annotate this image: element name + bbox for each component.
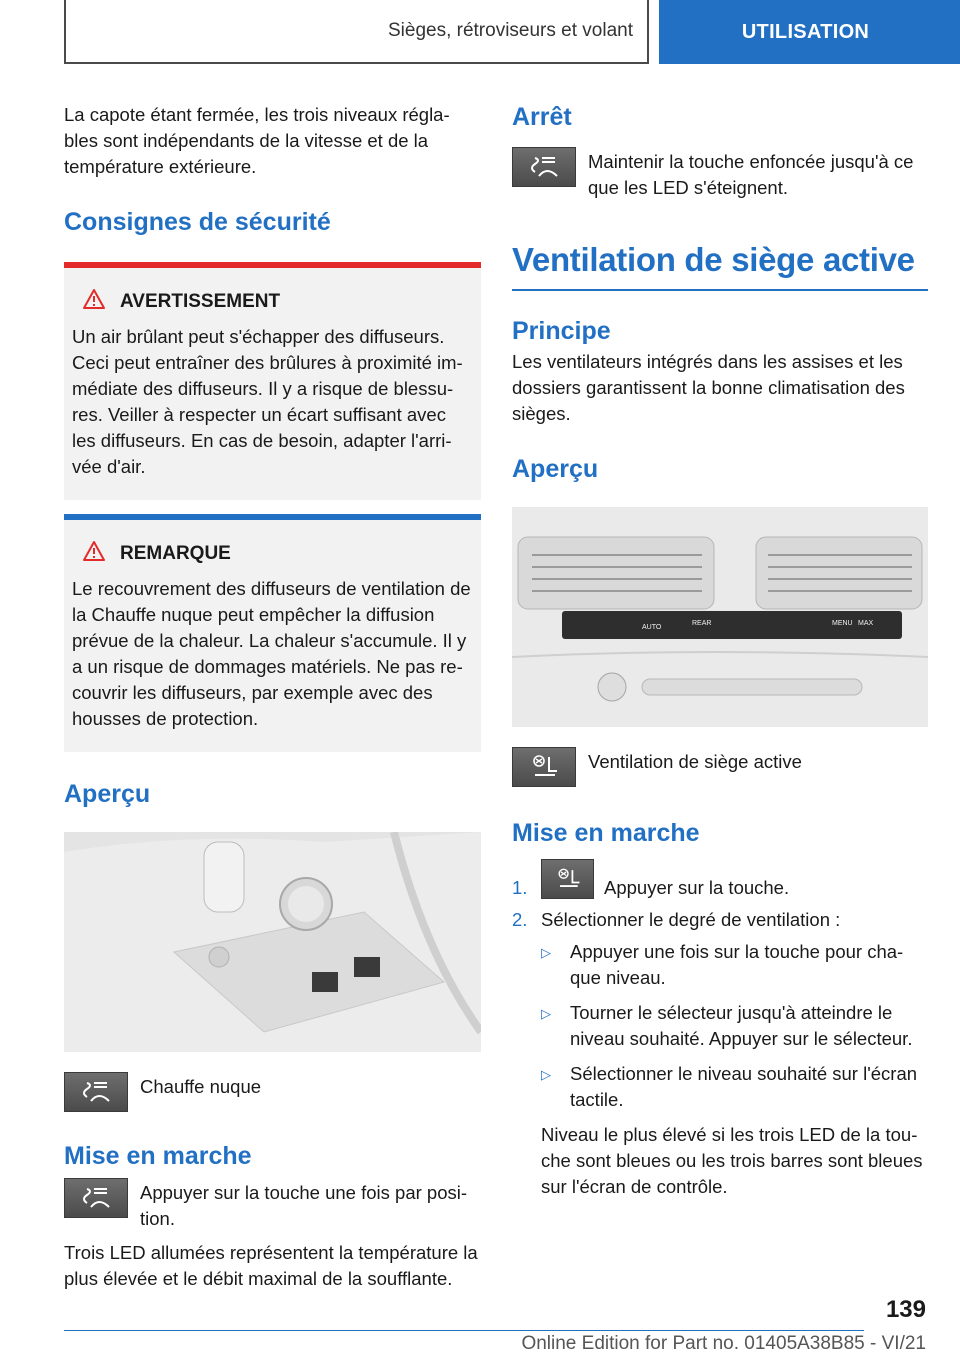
safety-heading: Consignes de sécurité: [64, 208, 331, 236]
neck-heater-button-icon: [64, 1072, 128, 1112]
notice-text: Le recouvrement des diffuseurs de ventilation de la Chauffe nuque peut empêcher la diffusion prévue de la chaleur. La chaleur s'accumule. Il y a un risque de dommages matériels. Ne pas re-couvrir les diffuseurs, par exemple avec des housses de protection.: [72, 578, 471, 729]
neck-heater-stop-button-icon: [512, 147, 576, 187]
notice-triangle-icon: [82, 540, 106, 568]
running-header-section: Sièges, rétroviseurs et volant: [64, 0, 649, 64]
neck-heater-caption: Chauffe nuque: [140, 1076, 262, 1097]
principle-paragraph: Les ventilateurs intégrés dans les assises et les dossiers garantissent la bonne climatisation des sièges.: [512, 351, 905, 424]
triangle-bullet-icon: ▷: [541, 1067, 551, 1082]
ventilation-panel-photo: [512, 507, 928, 727]
neck-heater-caption-row: [64, 1072, 481, 1112]
level-paragraph: Niveau le plus élevé si les trois LED de la tou-che sont bleues ou les trois barres sont bleues sur l'écran de contrôle.: [541, 1124, 923, 1197]
seat-ventilation-button-icon: [512, 747, 576, 787]
triangle-bullet-icon: ▷: [541, 945, 551, 960]
neck-heater-photo: [64, 832, 481, 1052]
stop-heading: Arrêt: [512, 103, 572, 131]
seat-ventilation-step-icon: [541, 859, 594, 899]
ventilation-options-list: [541, 939, 928, 1113]
notice-box: [64, 514, 481, 752]
step-text: Appuyer sur la touche.: [604, 877, 790, 898]
option-item: ▷ Appuyer une fois sur la touche pour cha-que niveau.: [541, 939, 928, 991]
panel-label-rear: REAR: [692, 620, 712, 627]
left-column: [64, 98, 481, 1292]
step-2: [512, 907, 928, 1200]
edition-footer: Online Edition for Part no. 01405A38B85 - VI/21: [521, 1333, 926, 1354]
option-item: ▷ Sélectionner le niveau souhaité sur l'écran tactile.: [541, 1061, 928, 1113]
right-column: [512, 98, 928, 1206]
principle-heading: Principe: [512, 317, 611, 345]
stop-instruction-row: [512, 147, 928, 201]
step-text: Sélectionner le degré de ventilation :: [541, 909, 841, 930]
start-steps-list: [512, 859, 928, 1200]
intro-paragraph: La capote étant fermée, les trois niveaux régla-bles sont indépendants de la vitesse et de la température extérieure.: [64, 104, 450, 177]
footer-rule: [64, 1330, 864, 1331]
stop-instruction-text: Maintenir la touche enfoncée jusqu'à ce que les LED s'éteignent.: [588, 151, 914, 198]
overview-heading-left: Aperçu: [64, 780, 151, 808]
start-heading-left: Mise en marche: [64, 1142, 252, 1170]
page-number: 139: [885, 1296, 926, 1323]
start-instruction-row: [64, 1178, 481, 1232]
option-item: ▷ Tourner le sélecteur jusqu'à atteindre le niveau souhaité. Appuyer sur le sélecteur.: [541, 1000, 928, 1052]
warning-title: AVERTISSEMENT: [120, 291, 281, 312]
warning-triangle-icon: [82, 288, 106, 316]
ventilation-caption: Ventilation de siège active: [588, 751, 802, 772]
start-paragraph-left: Trois LED allumées représentent la température la plus élevée et le débit maximal de la soufflante.: [64, 1242, 478, 1289]
start-instruction-text: Appuyer sur la touche une fois par posi-tion.: [140, 1182, 468, 1229]
warning-box: [64, 262, 481, 500]
triangle-bullet-icon: ▷: [541, 1006, 551, 1021]
panel-label-menu: MENU: [832, 620, 853, 627]
panel-label-max: MAX: [858, 620, 874, 627]
start-heading-right: Mise en marche: [512, 819, 700, 847]
warning-text: Un air brûlant peut s'échapper des diffuseurs. Ceci peut entraîner des brûlures à proximité im-médiate des diffuseurs. Il y a risque de blessu-res. Veiller à respecter un écart suffisant avec les diffuseurs. En cas de besoin, adapter l'arri-vée d'air.: [72, 326, 463, 477]
notice-title: REMARQUE: [120, 543, 231, 564]
step-1: [512, 859, 928, 901]
main-section-rule: [512, 289, 928, 291]
panel-label-auto: AUTO: [642, 624, 662, 631]
main-section-heading: Ventilation de siège active: [512, 241, 915, 278]
neck-heater-start-button-icon: [64, 1178, 128, 1218]
ventilation-caption-row: [512, 747, 928, 787]
chapter-tab: UTILISATION: [659, 0, 960, 64]
overview-heading-right: Aperçu: [512, 455, 599, 483]
step-number: 2.: [512, 909, 528, 930]
step-number: 1.: [512, 877, 528, 898]
